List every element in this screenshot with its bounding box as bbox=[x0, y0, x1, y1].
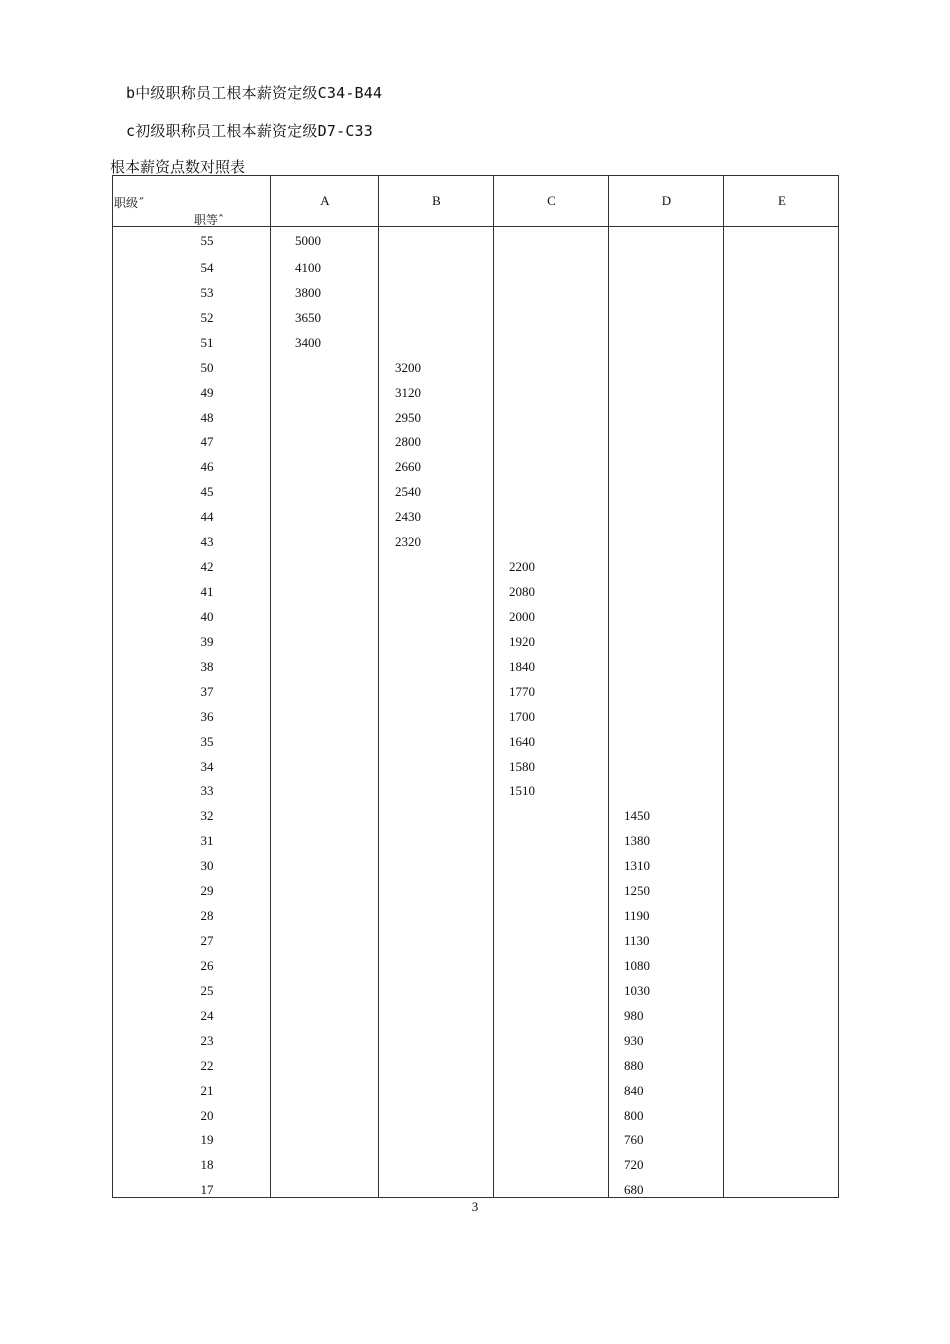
column-header-c: C bbox=[547, 193, 556, 208]
salary-value-cell: 720 bbox=[624, 1157, 644, 1173]
salary-value-cell: 3200 bbox=[395, 359, 421, 375]
grade-cell: 44 bbox=[200, 509, 214, 525]
table-title: 根本薪资点数对照表 bbox=[110, 158, 246, 176]
salary-value-cell: 840 bbox=[624, 1082, 644, 1098]
salary-value-cell: 2950 bbox=[395, 409, 421, 425]
grade-cell: 46 bbox=[200, 459, 214, 475]
grade-cell: 53 bbox=[200, 284, 214, 300]
column-header-a: A bbox=[320, 193, 330, 208]
salary-value-cell: 760 bbox=[624, 1132, 644, 1148]
salary-value-cell: 1700 bbox=[509, 708, 535, 724]
salary-value-cell: 1580 bbox=[509, 758, 535, 774]
column-header-e: E bbox=[778, 193, 786, 208]
salary-value-cell: 1310 bbox=[624, 858, 650, 874]
salary-value-cell: 1380 bbox=[624, 833, 650, 849]
grade-cell: 36 bbox=[200, 708, 214, 724]
salary-value-cell: 2800 bbox=[395, 434, 421, 450]
grade-cell: 49 bbox=[200, 384, 214, 400]
grade-cell: 42 bbox=[200, 559, 214, 575]
grade-cell: 19 bbox=[200, 1132, 214, 1148]
grade-cell: 25 bbox=[200, 982, 214, 998]
column-divider bbox=[493, 176, 494, 1197]
salary-value-cell: 1920 bbox=[509, 633, 535, 649]
grade-cell: 20 bbox=[200, 1107, 214, 1123]
header-divider bbox=[113, 226, 838, 227]
grade-cell: 30 bbox=[200, 858, 214, 874]
salary-value-cell: 1080 bbox=[624, 957, 650, 973]
salary-value-cell: 1840 bbox=[509, 658, 535, 674]
column-divider bbox=[378, 176, 379, 1197]
grade-cell: 45 bbox=[200, 484, 214, 500]
column-header-b: B bbox=[432, 193, 441, 208]
salary-value-cell: 980 bbox=[624, 1007, 644, 1023]
grade-cell: 54 bbox=[200, 259, 214, 275]
salary-value-cell: 1250 bbox=[624, 883, 650, 899]
corner-header-grade: 职等ˆ bbox=[194, 213, 225, 227]
salary-value-cell: 5000 bbox=[295, 233, 321, 248]
salary-value-cell: 680 bbox=[624, 1182, 644, 1198]
grade-cell: 51 bbox=[200, 334, 214, 350]
grade-cell: 24 bbox=[200, 1007, 214, 1023]
grade-cell: 22 bbox=[200, 1057, 214, 1073]
salary-value-cell: 1030 bbox=[624, 982, 650, 998]
column-divider bbox=[608, 176, 609, 1197]
salary-value-cell: 880 bbox=[624, 1057, 644, 1073]
grade-cell: 55 bbox=[200, 233, 214, 248]
grade-rule-junior: c初级职称员工根本薪资定级D7-C33 bbox=[126, 122, 374, 140]
page-number: 3 bbox=[471, 1199, 479, 1214]
corner-header-rank: 职级˝ bbox=[114, 196, 145, 210]
salary-value-cell: 1130 bbox=[624, 933, 650, 949]
salary-value-cell: 1770 bbox=[509, 683, 535, 699]
grade-cell: 17 bbox=[200, 1182, 214, 1198]
grade-cell: 50 bbox=[200, 359, 214, 375]
column-header-d: D bbox=[661, 193, 672, 208]
column-divider bbox=[270, 176, 271, 1197]
salary-value-cell: 1510 bbox=[509, 783, 535, 799]
grade-cell: 37 bbox=[200, 683, 214, 699]
grade-cell: 48 bbox=[200, 409, 214, 425]
grade-cell: 27 bbox=[200, 933, 214, 949]
salary-value-cell: 2430 bbox=[395, 509, 421, 525]
salary-value-cell: 1640 bbox=[509, 733, 535, 749]
salary-value-cell: 800 bbox=[624, 1107, 644, 1123]
salary-points-table bbox=[112, 175, 839, 1198]
salary-value-cell: 2540 bbox=[395, 484, 421, 500]
salary-value-cell: 2080 bbox=[509, 584, 535, 600]
grade-cell: 33 bbox=[200, 783, 214, 799]
grade-cell: 32 bbox=[200, 808, 214, 824]
grade-cell: 26 bbox=[200, 957, 214, 973]
grade-cell: 41 bbox=[200, 584, 214, 600]
salary-value-cell: 3650 bbox=[295, 309, 321, 325]
grade-cell: 34 bbox=[200, 758, 214, 774]
grade-cell: 28 bbox=[200, 908, 214, 924]
grade-cell: 39 bbox=[200, 633, 214, 649]
grade-cell: 52 bbox=[200, 309, 214, 325]
salary-value-cell: 1190 bbox=[624, 908, 650, 924]
grade-rule-mid: b中级职称员工根本薪资定级C34-B44 bbox=[126, 84, 383, 102]
grade-cell: 47 bbox=[200, 434, 214, 450]
grade-cell: 40 bbox=[200, 608, 214, 624]
grade-cell: 31 bbox=[200, 833, 214, 849]
grade-cell: 35 bbox=[200, 733, 214, 749]
salary-value-cell: 1450 bbox=[624, 808, 650, 824]
salary-value-cell: 2660 bbox=[395, 459, 421, 475]
salary-value-cell: 2320 bbox=[395, 534, 421, 550]
grade-cell: 18 bbox=[200, 1157, 214, 1173]
grade-cell: 23 bbox=[200, 1032, 214, 1048]
salary-value-cell: 2000 bbox=[509, 608, 535, 624]
salary-value-cell: 4100 bbox=[295, 259, 321, 275]
salary-value-cell: 3400 bbox=[295, 334, 321, 350]
column-divider bbox=[723, 176, 724, 1197]
grade-cell: 38 bbox=[200, 658, 214, 674]
grade-cell: 21 bbox=[200, 1082, 214, 1098]
grade-cell: 43 bbox=[200, 534, 214, 550]
salary-value-cell: 2200 bbox=[509, 559, 535, 575]
salary-value-cell: 3120 bbox=[395, 384, 421, 400]
salary-value-cell: 930 bbox=[624, 1032, 644, 1048]
grade-cell: 29 bbox=[200, 883, 214, 899]
salary-value-cell: 3800 bbox=[295, 284, 321, 300]
